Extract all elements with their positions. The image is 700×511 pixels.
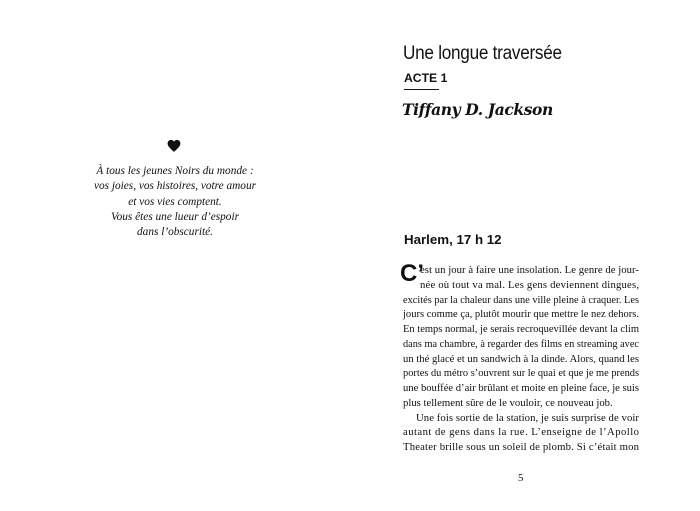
- act-label: ACTE 1: [404, 71, 448, 85]
- body-line: Theater brille sous un soleil de plomb. Si c’était mon: [403, 441, 640, 453]
- dedication-line: dans l’obscurité.: [137, 226, 213, 239]
- dedication: [70, 164, 280, 240]
- body-line: Une fois sortie de la station, je suis surprise de voir: [416, 411, 640, 424]
- body-line: une bouffée d’air brûlant et moite en pleine face, je suis: [403, 382, 639, 394]
- dedication-line: À tous les jeunes Noirs du monde :: [96, 165, 254, 177]
- page-number: 5: [518, 472, 524, 484]
- body-line: un thé glacé et un sandwich à la dinde. Alors, quand les: [403, 352, 639, 365]
- body-line: née où tout va mal. Les gens deviennent dingues,: [420, 278, 640, 291]
- right-page: [350, 0, 700, 511]
- dedication-line: vos joies, vos histoires, votre amour: [93, 180, 256, 193]
- heart-icon: [167, 139, 181, 153]
- body-line: autant de gens dans la rue. L’enseigne de l’Apollo: [403, 426, 640, 439]
- author-name: Tiffany D. Jackson: [402, 100, 553, 119]
- body-line: dans ma chambre, à regarder des films en streaming avec: [403, 337, 639, 350]
- section-heading: Harlem, 17 h 12: [404, 232, 502, 247]
- body-line: En temps normal, je serais recroquevillée devant la clim: [403, 323, 639, 335]
- book-title: Une longue traversée: [403, 42, 562, 64]
- divider: [404, 89, 439, 90]
- body-line: est un jour à faire une insolation. Le genre de jour-: [420, 264, 640, 276]
- drop-cap: C’: [400, 260, 424, 287]
- body-line: plus tellement sûre de le vouloir, ce nouveau job.: [403, 396, 613, 409]
- body-line: jours comme ça, plutôt mourir que mettre le nez dehors.: [403, 308, 639, 321]
- body-line: excités par la chaleur dans une ville pleine à craquer. Les: [403, 293, 639, 306]
- body-line: portes du métro s’ouvrent sur le quai et que je me prends: [403, 367, 639, 380]
- dedication-line: et vos vies comptent.: [128, 195, 222, 208]
- dedication-line: Vous êtes une lueur d’espoir: [110, 210, 239, 223]
